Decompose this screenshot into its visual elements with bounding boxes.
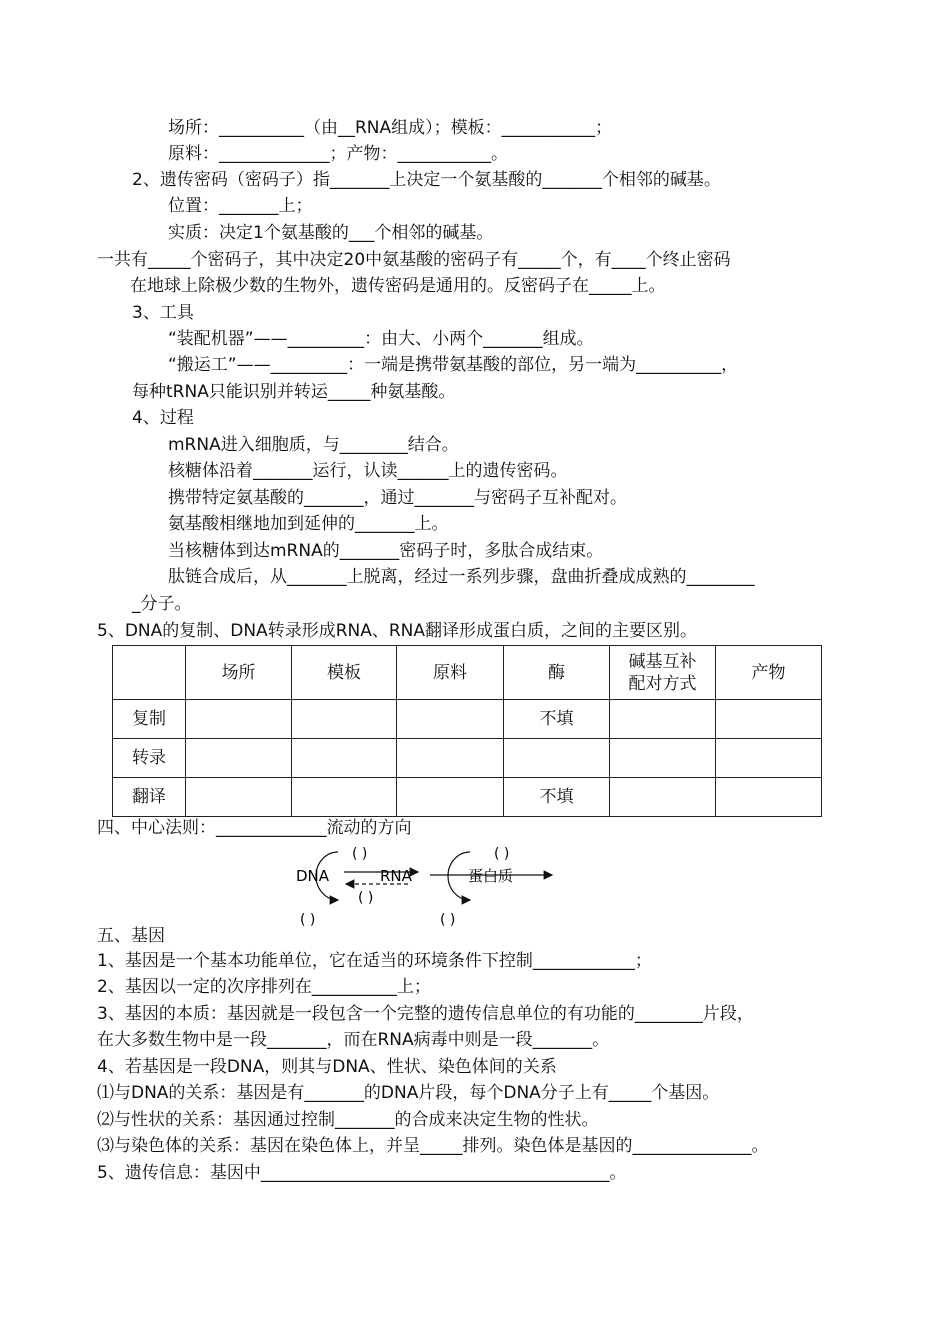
table-header-text: 碱基互补配对方式 [628, 651, 697, 694]
text-line: 在地球上除极少数的生物外，遗传密码是通用的。反密码子在_____上。 [130, 276, 666, 296]
text-line: 实质：决定1个氨基酸的___个相邻的碱基。 [168, 223, 494, 243]
text-line: 2、基因以一定的次序排列在__________上； [97, 977, 431, 997]
table-header-cell [610, 646, 716, 700]
table-header-cell: 产物 [716, 646, 822, 700]
text-line: ⑵与性状的关系：基因通过控制_______的合成来决定生物的性状。 [97, 1110, 599, 1130]
text-line: 2、遗传密码（密码子）指_______上决定一个氨基酸的_______个相邻的碱基。 [132, 170, 721, 190]
text-line: “搬运工”——_________：一端是携带氨基酸的部位，另一端为__________， [168, 355, 739, 375]
text-line: mRNA进入细胞质，与________结合。 [168, 435, 459, 455]
dna-label: DNA [296, 867, 330, 885]
table-header-cell: 模板 [292, 646, 397, 700]
text-line: 5、遗传信息：基因中_________________________________________。 [97, 1163, 627, 1183]
table-row [113, 700, 822, 739]
table-header-cell: 酶 [504, 646, 610, 700]
protein-label: 蛋白质 [468, 867, 514, 885]
text-line: ⑶与染色体的关系：基因在染色体上，并呈_____排列。染色体是基因的______________。 [97, 1136, 769, 1156]
table-cell [186, 700, 292, 739]
table-cell [292, 778, 397, 817]
text-line: 4、若基因是一段DNA，则其与DNA、性状、染色体间的关系 [97, 1057, 557, 1077]
central-dogma-heading: 四、中心法则：_____________流动的方向 [97, 818, 412, 838]
text-line: 携带特定氨基酸的_______，通过_______与密码子互补配对。 [168, 488, 627, 508]
table-cell [716, 700, 822, 739]
blank-reverse: ( ) [358, 890, 374, 906]
table-cell [504, 739, 610, 778]
table-cell [186, 778, 292, 817]
blank-translation: ( ) [494, 846, 510, 862]
table-cell [610, 739, 716, 778]
section-heading: 4、过程 [132, 408, 194, 428]
table-cell [397, 778, 504, 817]
text-line: ⑴与DNA的关系：基因是有_______的DNA片段，每个DNA分子上有_____个基因。 [97, 1083, 720, 1103]
central-dogma-diagram [290, 842, 580, 932]
table-cell [716, 739, 822, 778]
table-header-cell [113, 646, 186, 700]
text-line: _分子。 [132, 594, 192, 614]
text-line: 在大多数生物中是一段_______，而在RNA病毒中则是一段_______。 [97, 1030, 610, 1050]
rna-replication-loop [448, 852, 470, 900]
table-cell: 不填 [504, 700, 610, 739]
blank-dna-replication: ( ) [300, 912, 316, 928]
blank-rna-replication: ( ) [440, 912, 456, 928]
text-line: “装配机器”——_________：由大、小两个_______组成。 [168, 329, 594, 349]
text-line: 氨基酸相继地加到延伸的_______上。 [168, 514, 449, 534]
text-line: 1、基因是一个基本功能单位，它在适当的环境条件下控制____________； [97, 951, 652, 971]
section-heading: 五、基因 [97, 926, 165, 946]
text-line: 核糖体沿着_______运行，认读______上的遗传密码。 [168, 461, 568, 481]
table-cell [186, 739, 292, 778]
table-cell [397, 739, 504, 778]
table-cell [716, 778, 822, 817]
text-line: 原料：_____________；产物：___________。 [168, 144, 508, 164]
text-line: 5、DNA的复制、DNA转录形成RNA、RNA翻译形成蛋白质，之间的主要区别。 [97, 621, 698, 641]
table-row [113, 739, 822, 778]
text-line: 3、基因的本质：基因就是一段包含一个完整的遗传信息单位的有功能的________片段， [97, 1004, 754, 1024]
table-cell [610, 700, 716, 739]
table-cell [610, 778, 716, 817]
table-cell [397, 700, 504, 739]
table-row [113, 778, 822, 817]
text-line: 当核糖体到达mRNA的_______密码子时，多肽合成结束。 [168, 541, 604, 561]
text-line: 场所：__________（由__RNA组成）；模板：___________； [168, 118, 613, 138]
table-header-cell: 原料 [397, 646, 504, 700]
comparison-table [112, 645, 822, 817]
table-cell [292, 700, 397, 739]
blank-transcription: ( ) [352, 846, 368, 862]
table-cell: 翻译 [113, 778, 186, 817]
table-cell: 不填 [504, 778, 610, 817]
text-line: 一共有_____个密码子，其中决定20中氨基酸的密码子有_____个，有____个终止密码 [97, 250, 731, 270]
rna-label: RNA [380, 867, 412, 885]
table-header-cell: 场所 [186, 646, 292, 700]
text-line: 位置：_______上； [168, 196, 313, 216]
text-line: 每种tRNA只能识别并转运_____种氨基酸。 [132, 382, 456, 402]
table-cell [292, 739, 397, 778]
section-heading: 3、工具 [132, 303, 194, 323]
table-cell: 复制 [113, 700, 186, 739]
table-header-row [113, 646, 822, 700]
text-line: 肽链合成后，从_______上脱离，经过一系列步骤，盘曲折叠成成熟的________ [168, 567, 755, 587]
table-cell: 转录 [113, 739, 186, 778]
